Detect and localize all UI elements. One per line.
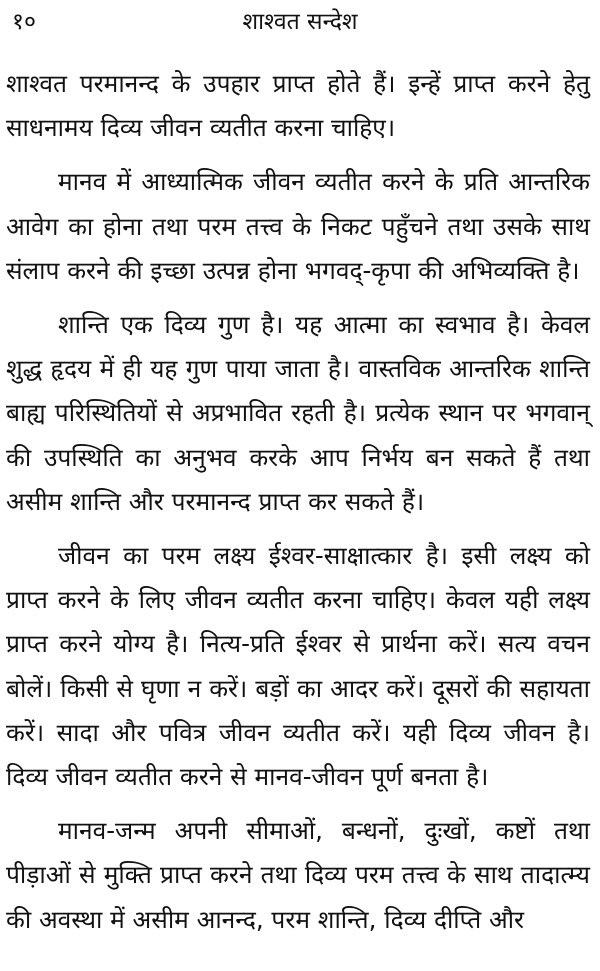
paragraph: मानव में आध्यात्मिक जीवन व्यतीत करने के प्रति आन्तरिक आवेग का होना तथा परम तत्त्व के निकट पहुँचने तथा उसके साथ संलाप करने की इच्छा उत्पन्न होना भगवद्-कृपा की अभिव्यक्ति है। — [6, 167, 590, 285]
running-title: शाश्वत सन्देश — [242, 9, 358, 35]
paragraph: मानव-जन्म अपनी सीमाओं, बन्धनों, दुःखों, कष्टों तथा पीड़ाओं से मुक्ति प्राप्त करने तथा दिव्य परम तत्त्व के साथ तादात्म्य की अवस्था में असीम आनन्द, परम शान्ति, दिव्य दीप्ति और — [6, 816, 590, 934]
running-header — [0, 4, 600, 44]
body-text — [6, 62, 590, 952]
paragraph: जीवन का परम लक्ष्य ईश्वर-साक्षात्कार है। इसी लक्ष्य को प्राप्त करने के लिए जीवन व्यतीत करना चाहिए। केवल यही लक्ष्य प्राप्त करने योग्य है। नित्य-प्रति ईश्वर से प्रार्थना करें। सत्य वचन बोलें। किसी से घृणा न करें। बड़ों का आदर करें। दूसरों की सहायता करें। सादा और पवित्र जीवन व्यतीत करें। यही दिव्य जीवन है। दिव्य जीवन व्यतीत करने से मानव-जीवन पूर्ण बनता है। — [6, 541, 590, 792]
paragraph-continuation: शाश्वत परमानन्द के उपहार प्राप्त होते हैं। इन्हें प्राप्त करने हेतु साधनामय दिव्य जीवन व्यतीत करना चाहिए। — [6, 69, 590, 143]
page-number: १० — [12, 9, 36, 35]
paragraph: शान्ति एक दिव्य गुण है। यह आत्मा का स्वभाव है। केवल शुद्ध हृदय में ही यह गुण पाया जाता है। वास्तविक आन्तरिक शान्ति बाह्य परिस्थितियों से अप्रभावित रहती है। प्रत्येक स्थान पर भगवान् की उपस्थिति का अनुभव करके आप निर्भय बन सकते हैं तथा असीम शान्ति और परमानन्द प्राप्त कर सकते हैं। — [6, 310, 590, 516]
